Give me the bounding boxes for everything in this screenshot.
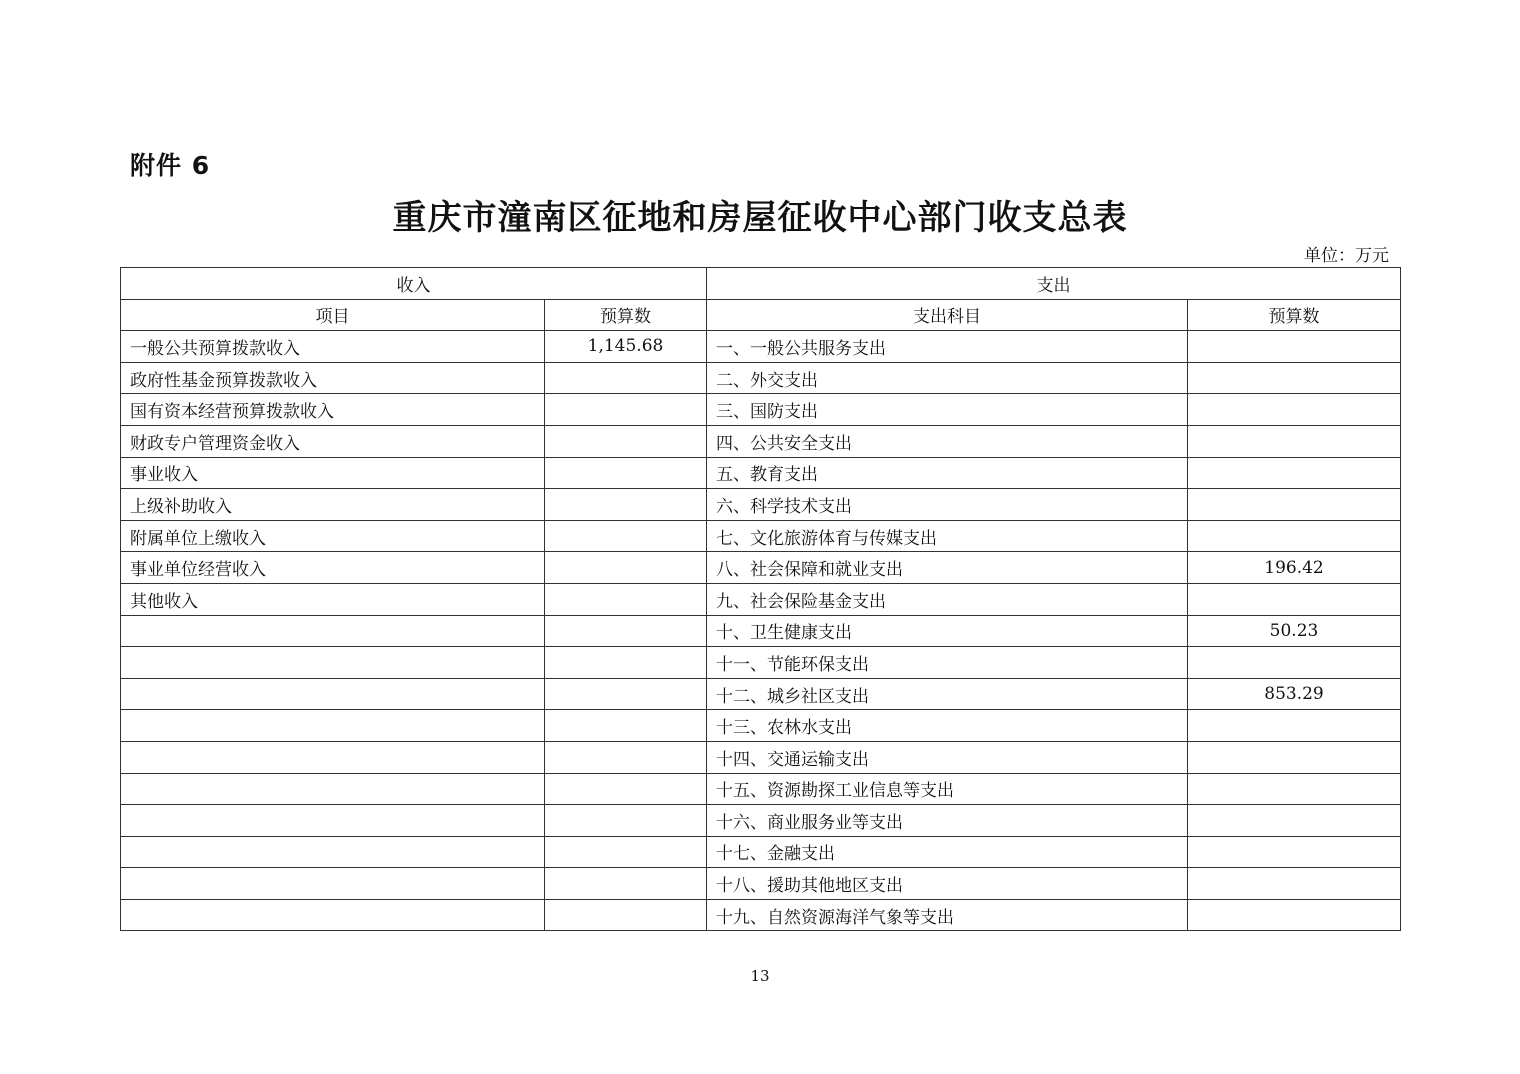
income-budget-cell: [545, 457, 707, 489]
budget-table-body: [121, 268, 1401, 931]
income-budget-header: 预算数: [545, 299, 707, 331]
expense-budget-cell: [1188, 710, 1401, 742]
expense-item-cell: 十八、援助其他地区支出: [707, 868, 1188, 900]
table-row: [121, 836, 1401, 868]
expense-budget-cell: [1188, 868, 1401, 900]
expense-item-cell: 十七、金融支出: [707, 836, 1188, 868]
income-item-cell: 事业单位经营收入: [121, 552, 545, 584]
expense-item-cell: 四、公共安全支出: [707, 425, 1188, 457]
table-row: [121, 741, 1401, 773]
expense-item-cell: 三、国防支出: [707, 394, 1188, 426]
budget-table: [120, 267, 1401, 931]
table-row: [121, 773, 1401, 805]
expense-item-cell: 八、社会保障和就业支出: [707, 552, 1188, 584]
expense-item-header: 支出科目: [707, 299, 1188, 331]
income-item-cell: 附属单位上缴收入: [121, 520, 545, 552]
income-item-cell: [121, 836, 545, 868]
income-budget-cell: [545, 868, 707, 900]
income-item-cell: [121, 773, 545, 805]
expense-item-cell: 九、社会保险基金支出: [707, 583, 1188, 615]
expense-budget-cell: [1188, 741, 1401, 773]
expense-budget-cell: [1188, 773, 1401, 805]
income-group-header: 收入: [121, 268, 707, 300]
income-item-cell: 事业收入: [121, 457, 545, 489]
expense-budget-cell: [1188, 425, 1401, 457]
expense-budget-cell: [1188, 583, 1401, 615]
income-item-cell: 一般公共预算拨款收入: [121, 331, 545, 363]
income-budget-cell: [545, 394, 707, 426]
income-budget-cell: [545, 899, 707, 931]
table-row: [121, 868, 1401, 900]
table-row: [121, 805, 1401, 837]
expense-item-cell: 十五、资源勘探工业信息等支出: [707, 773, 1188, 805]
group-header-row: [121, 268, 1401, 300]
expense-budget-cell: [1188, 647, 1401, 679]
table-row: [121, 899, 1401, 931]
table-row: [121, 520, 1401, 552]
table-row: [121, 710, 1401, 742]
expense-item-cell: 七、文化旅游体育与传媒支出: [707, 520, 1188, 552]
expense-item-cell: 十九、自然资源海洋气象等支出: [707, 899, 1188, 931]
expense-budget-cell: [1188, 836, 1401, 868]
expense-item-cell: 十一、节能环保支出: [707, 647, 1188, 679]
table-row: [121, 331, 1401, 363]
table-row: [121, 362, 1401, 394]
income-budget-cell: 1,145.68: [545, 331, 707, 363]
income-budget-cell: [545, 615, 707, 647]
income-item-cell: 其他收入: [121, 583, 545, 615]
expense-item-cell: 六、科学技术支出: [707, 489, 1188, 521]
table-row: [121, 425, 1401, 457]
expense-item-cell: 十四、交通运输支出: [707, 741, 1188, 773]
page-number: 13: [750, 967, 770, 985]
table-row: [121, 394, 1401, 426]
expense-budget-cell: [1188, 520, 1401, 552]
table-row: [121, 457, 1401, 489]
income-budget-cell: [545, 583, 707, 615]
income-item-cell: [121, 678, 545, 710]
income-item-cell: [121, 615, 545, 647]
income-budget-cell: [545, 678, 707, 710]
expense-item-cell: 一、一般公共服务支出: [707, 331, 1188, 363]
income-budget-cell: [545, 489, 707, 521]
table-row: [121, 489, 1401, 521]
income-item-cell: 国有资本经营预算拨款收入: [121, 394, 545, 426]
income-budget-cell: [545, 805, 707, 837]
expense-item-cell: 十二、城乡社区支出: [707, 678, 1188, 710]
attachment-label: 附件 6: [130, 151, 211, 180]
income-budget-cell: [545, 741, 707, 773]
table-row: [121, 678, 1401, 710]
income-item-cell: [121, 710, 545, 742]
expense-budget-cell: 196.42: [1188, 552, 1401, 584]
table-row: [121, 552, 1401, 584]
income-item-cell: [121, 805, 545, 837]
expense-budget-cell: [1188, 805, 1401, 837]
unit-label: 单位：万元: [1304, 246, 1389, 266]
income-budget-cell: [545, 520, 707, 552]
income-budget-cell: [545, 836, 707, 868]
income-item-cell: [121, 647, 545, 679]
expense-item-cell: 五、教育支出: [707, 457, 1188, 489]
income-item-cell: [121, 741, 545, 773]
income-item-cell: [121, 899, 545, 931]
expense-item-cell: 二、外交支出: [707, 362, 1188, 394]
income-budget-cell: [545, 710, 707, 742]
table-row: [121, 583, 1401, 615]
table-row: [121, 647, 1401, 679]
income-item-cell: [121, 868, 545, 900]
income-budget-cell: [545, 362, 707, 394]
expense-budget-cell: [1188, 899, 1401, 931]
expense-budget-cell: [1188, 394, 1401, 426]
income-budget-cell: [545, 552, 707, 584]
income-budget-cell: [545, 773, 707, 805]
expense-budget-header: 预算数: [1188, 299, 1401, 331]
table-row: [121, 615, 1401, 647]
expense-budget-cell: [1188, 489, 1401, 521]
income-item-cell: 财政专户管理资金收入: [121, 425, 545, 457]
income-item-header: 项目: [121, 299, 545, 331]
column-header-row: [121, 299, 1401, 331]
page-title: 重庆市潼南区征地和房屋征收中心部门收支总表: [392, 198, 1128, 238]
expense-budget-cell: 853.29: [1188, 678, 1401, 710]
expense-item-cell: 十六、商业服务业等支出: [707, 805, 1188, 837]
expense-item-cell: 十、卫生健康支出: [707, 615, 1188, 647]
expense-budget-cell: 50.23: [1188, 615, 1401, 647]
expense-budget-cell: [1188, 331, 1401, 363]
expense-item-cell: 十三、农林水支出: [707, 710, 1188, 742]
income-item-cell: 政府性基金预算拨款收入: [121, 362, 545, 394]
income-budget-cell: [545, 647, 707, 679]
expense-budget-cell: [1188, 457, 1401, 489]
income-item-cell: 上级补助收入: [121, 489, 545, 521]
income-budget-cell: [545, 425, 707, 457]
expense-group-header: 支出: [707, 268, 1401, 300]
expense-budget-cell: [1188, 362, 1401, 394]
